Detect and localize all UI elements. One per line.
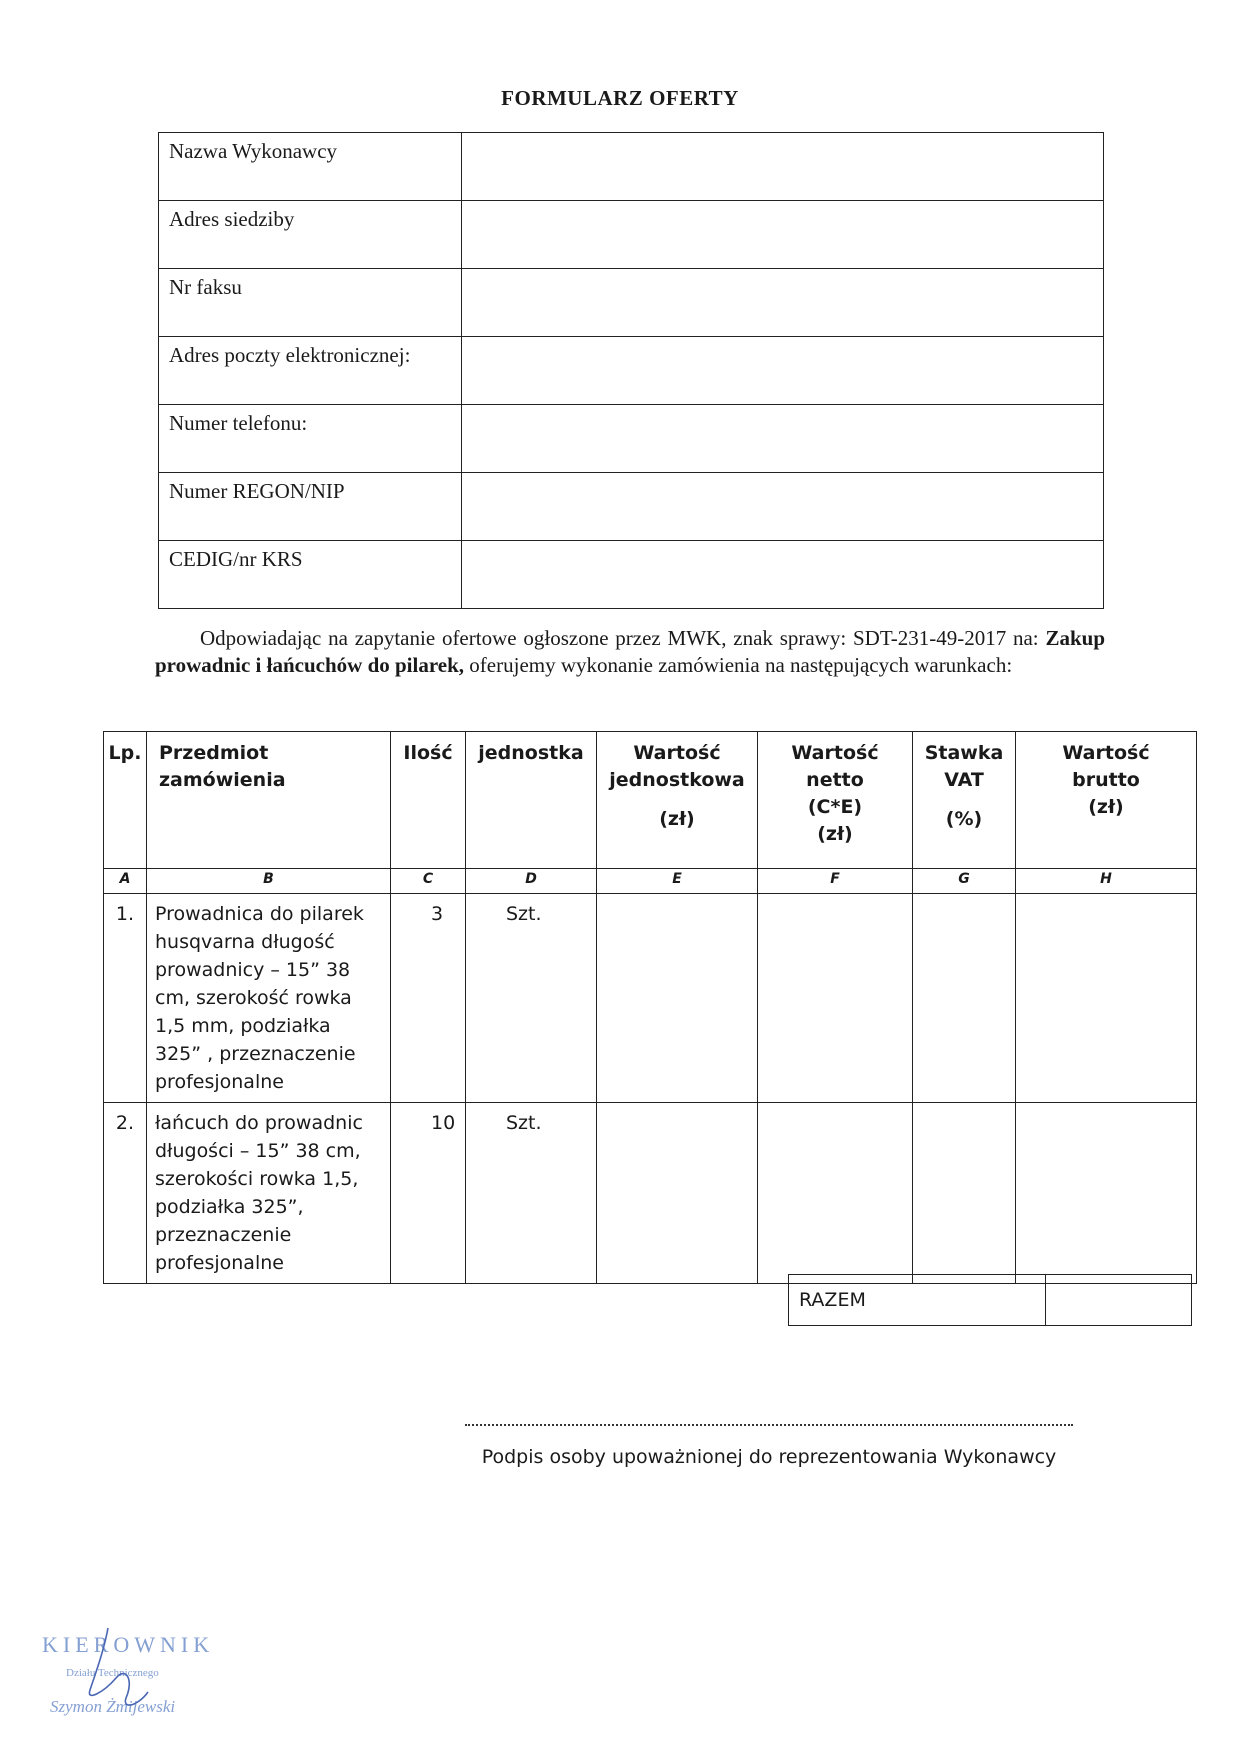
vat-rate-cell[interactable] xyxy=(913,1103,1016,1284)
address-field[interactable] xyxy=(462,201,1104,269)
field-label: Nr faksu xyxy=(159,269,462,337)
col-header-net xyxy=(758,732,913,869)
intro-paragraph xyxy=(155,625,1105,679)
unit-value-cell[interactable] xyxy=(597,894,758,1103)
col-header-unit: jednostka xyxy=(466,732,597,869)
net-value-cell[interactable] xyxy=(758,894,913,1103)
header-line: netto xyxy=(806,769,864,791)
table-row xyxy=(159,201,1104,269)
total-label: RAZEM xyxy=(789,1275,1046,1326)
stamp-title: KIEROWNIK xyxy=(42,1632,215,1657)
header-line: (zł) xyxy=(817,823,853,845)
header-line: (%) xyxy=(945,808,983,830)
header-line: jednostkowa xyxy=(609,769,745,791)
field-label: Numer telefonu: xyxy=(159,405,462,473)
item-description: łańcuch do prowadnic długości – 15” 38 cm, szerokości rowka 1,5, podziałka 325”, przeznaczenie profesjonalne xyxy=(147,1103,391,1284)
field-label: Numer REGON/NIP xyxy=(159,473,462,541)
header-line: Wartość xyxy=(633,742,721,764)
net-value-cell[interactable] xyxy=(758,1103,913,1284)
header-line: Wartość xyxy=(1062,742,1150,764)
signature-line[interactable] xyxy=(465,1424,1073,1426)
table-row xyxy=(159,405,1104,473)
field-label: CEDIG/nr KRS xyxy=(159,541,462,609)
table-row xyxy=(159,473,1104,541)
page-title: FORMULARZ OFERTY xyxy=(501,86,739,110)
row-number: 1. xyxy=(104,894,147,1103)
col-header-subject: Przedmiot zamówienia xyxy=(147,732,391,869)
table-row xyxy=(104,894,1197,1103)
header-line: VAT xyxy=(944,769,984,791)
column-letter: D xyxy=(466,869,597,894)
table-row xyxy=(104,1103,1197,1284)
stamp-name: Szymon Żmijewski xyxy=(50,1697,176,1716)
items-table xyxy=(103,731,1197,1284)
table-row xyxy=(159,133,1104,201)
column-letter: F xyxy=(758,869,913,894)
col-header-vat xyxy=(913,732,1016,869)
total-table xyxy=(788,1274,1192,1326)
email-field[interactable] xyxy=(462,337,1104,405)
item-quantity: 10 xyxy=(391,1103,466,1284)
header-line: (zł) xyxy=(1088,796,1124,818)
column-letter: A xyxy=(104,869,147,894)
col-header-lp: Lp. xyxy=(104,732,147,869)
column-letter-row xyxy=(104,869,1197,894)
table-row xyxy=(159,269,1104,337)
field-label: Adres siedziby xyxy=(159,201,462,269)
krs-field[interactable] xyxy=(462,541,1104,609)
gross-value-cell[interactable] xyxy=(1016,894,1197,1103)
col-header-unit-value xyxy=(597,732,758,869)
order-subject: Zakup prowadnic i łańcuchów do pilarek, xyxy=(155,626,1105,677)
field-label: Adres poczty elektronicznej: xyxy=(159,337,462,405)
vat-rate-cell[interactable] xyxy=(913,894,1016,1103)
field-label: Nazwa Wykonawcy xyxy=(159,133,462,201)
unit-value-cell[interactable] xyxy=(597,1103,758,1284)
column-letter: C xyxy=(391,869,466,894)
item-quantity: 3 xyxy=(391,894,466,1103)
item-unit: Szt. xyxy=(466,894,597,1103)
header-line: (zł) xyxy=(659,808,695,830)
header-line: Wartość xyxy=(791,742,879,764)
fax-field[interactable] xyxy=(462,269,1104,337)
table-row xyxy=(159,337,1104,405)
col-header-qty: Ilość xyxy=(391,732,466,869)
contractor-info-table xyxy=(158,132,1104,609)
regon-nip-field[interactable] xyxy=(462,473,1104,541)
intro-tail: oferujemy wykonanie zamówienia na następujących warunkach: xyxy=(469,653,1013,677)
signature-caption: Podpis osoby upoważnionej do reprezentowania Wykonawcy xyxy=(481,1446,1057,1468)
item-description: Prowadnica do pilarek husqvarna długość prowadnicy – 15” 38 cm, szerokość rowka 1,5 mm, podziałka 325” , przeznaczenie profesjonalne xyxy=(147,894,391,1103)
row-number: 2. xyxy=(104,1103,147,1284)
stamp-department: Działu Technicznego xyxy=(66,1667,159,1679)
header-row xyxy=(104,732,1197,869)
total-value-cell[interactable] xyxy=(1046,1275,1192,1326)
total-row xyxy=(789,1275,1192,1326)
table-row xyxy=(159,541,1104,609)
contractor-name-field[interactable] xyxy=(462,133,1104,201)
column-letter: G xyxy=(913,869,1016,894)
col-header-gross xyxy=(1016,732,1197,869)
header-line: (C*E) xyxy=(807,796,863,818)
gross-value-cell[interactable] xyxy=(1016,1103,1197,1284)
phone-field[interactable] xyxy=(462,405,1104,473)
column-letter: H xyxy=(1016,869,1197,894)
intro-lead: Odpowiadając na zapytanie ofertowe ogłoszone przez MWK, znak sprawy: SDT-231-49-2017 na: xyxy=(200,626,1039,650)
column-letter: B xyxy=(147,869,391,894)
column-letter: E xyxy=(597,869,758,894)
header-line: brutto xyxy=(1072,769,1140,791)
item-unit: Szt. xyxy=(466,1103,597,1284)
header-line: Stawka xyxy=(924,742,1004,764)
official-stamp xyxy=(38,1620,238,1725)
